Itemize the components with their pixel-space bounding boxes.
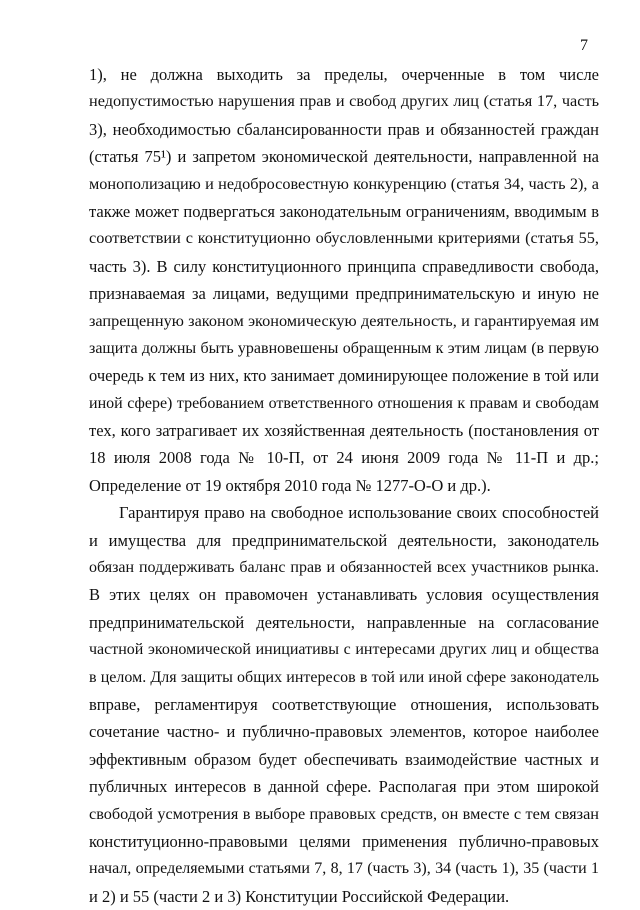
text-line: (статья 75¹) и запретом экономической деятельности, направленной на [89,147,599,167]
text-line: начал, определяемыми статьями 7, 8, 17 (часть 3), 34 (часть 1), 35 (части 1 [89,860,599,878]
text-line: очередь к тем из них, кто занимает доминирующее положение в той или [89,366,599,386]
text-line: и имущества для предпринимательской деятельности, законодатель [89,530,599,550]
paragraph-1 [89,61,599,499]
text-line: сочетание частно- и публично-правовых элементов, которое наиболее [89,722,599,742]
text-line: предпринимательской деятельности, направленные на согласование [89,612,599,632]
text-line: часть 3). В силу конституционного принципа справедливости свобода, [89,256,599,276]
text-line: иной сфере) требованием ответственного отношения к правам и свободам [89,394,599,412]
document-body [89,61,599,910]
text-line: в целом. Для защиты общих интересов в той или иной сфере законодатель [89,668,599,686]
text-line: вправе, регламентируя соответствующие отношения, использовать [89,694,599,714]
text-line: и 2) и 55 (части 2 и 3) Конституции Российской Федерации. [89,886,510,906]
text-line: обязан поддерживать баланс прав и обязанностей всех участников рынка. [89,559,599,577]
text-line: тех, кого затрагивает их хозяйственная деятельность (постановления от [89,421,599,441]
text-line: 18 июля 2008 года № 10-П, от 24 июня 2009 года № 11-П и др.; [89,448,599,468]
paragraph-2 [89,499,599,910]
text-line: конституционно-правовыми целями применения публично-правовых [89,831,599,851]
text-line: 3), необходимостью сбалансированности прав и обязанностей граждан [89,119,599,139]
page-number: 7 [580,37,588,54]
text-line: В этих целях он правомочен устанавливать условия осуществления [89,585,599,605]
text-line: Определение от 19 октября 2010 года № 1277-О-О и др.). [89,475,491,495]
text-line: свободой усмотрения в выборе правовых средств, он вместе с тем связан [89,804,599,823]
text-line: признаваемая за лицами, ведущими предпринимательскую и иную не [89,284,599,304]
text-line: Гарантируя право на свободное использование своих способностей [119,503,599,523]
text-line: публичных интересов в данной сфере. Располагая при этом широкой [89,777,599,797]
text-line: монополизацию и недобросовестную конкуренцию (статья 34, часть 2), а [89,174,599,193]
text-line: недопустимостью нарушения прав и свобод других лиц (статья 17, часть [89,92,599,111]
text-line: соответствии с конституционно обусловленными критериями (статья 55, [89,229,599,248]
text-line: защита должны быть уравновешены обращенным к этим лицам (в первую [89,339,599,357]
text-line: 1), не должна выходить за пределы, очерченные в том числе [89,65,599,84]
text-line: частной экономической инициативы с интересами других лиц и общества [89,641,599,659]
text-line: эффективным образом будет обеспечивать взаимодействие частных и [89,749,599,769]
text-line: также может подвергаться законодательным ограничениям, вводимым в [89,201,599,221]
text-line: запрещенную законом экономическую деятельность, и гарантируемая им [89,311,599,330]
